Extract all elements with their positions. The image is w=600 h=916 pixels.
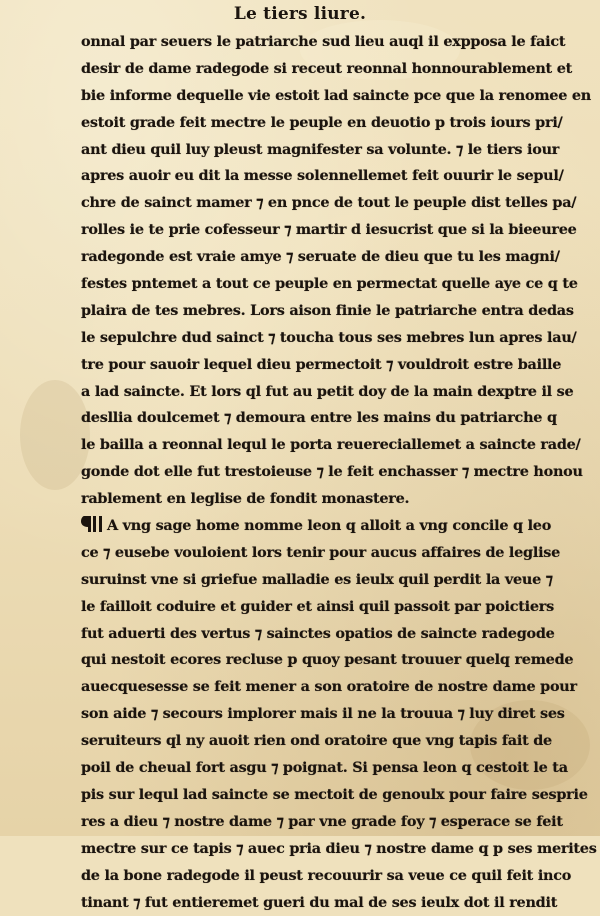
text-line: le failloit coduire et guider et ainsi quil passoit par poictiers: [81, 594, 574, 621]
text-line: rolles ie te prie cofesseur ⁊ martir d iesucrist que si la bieeuree: [81, 217, 574, 244]
text-line: gonde dot elle fut trestoieuse ⁊ le feit enchasser ⁊ mectre honou: [81, 459, 574, 486]
text-block: [81, 29, 574, 916]
text-line: son aide ⁊ secours implorer mais il ne la trouua ⁊ luy diret ses: [81, 701, 574, 728]
text-line: plaira de tes mebres. Lors aison finie le patriarche entra dedas: [81, 298, 574, 325]
running-head: Le tiers liure.: [0, 4, 600, 24]
text-line: festes pntemet a tout ce peuple en permectat quelle aye ce q te: [81, 271, 574, 298]
text-line: rablement en leglise de fondit monastere.: [81, 486, 574, 513]
text-line: desllia doulcemet ⁊ demoura entre les mains du patriarche q: [81, 405, 574, 432]
text-line: apres auoir eu dit la messe solennellemet feit ouurir le sepul/: [81, 163, 574, 190]
text-line: de la bone radegode il peust recouurir sa veue ce quil feit inco: [81, 863, 574, 890]
paper-stain: [20, 380, 90, 490]
text-line: ant dieu quil luy pleust magnifester sa volunte. ⁊ le tiers iour: [81, 137, 574, 164]
text-line: le sepulchre dud sainct ⁊ toucha tous ses mebres lun apres lau/: [81, 325, 574, 352]
text-line: pis sur lequl lad saincte se mectoit de genoulx pour faire sesprie: [81, 782, 574, 809]
text-line: suruinst vne si griefue malladie es ieulx quil perdit la veue ⁊: [81, 567, 574, 594]
text-line: desir de dame radegode si receut reonnal honnourablement et: [81, 56, 574, 83]
text-line: ce ⁊ eusebe vouloient lors tenir pour aucus affaires de leglise: [81, 540, 574, 567]
text-line: tre pour sauoir lequel dieu permectoit ⁊ vouldroit estre baille: [81, 352, 574, 379]
text-line: seruiteurs ql ny auoit rien ond oratoire que vng tapis fait de: [81, 728, 574, 755]
text-line: onnal par seuers le patriarche sud lieu auql il expposa le faict: [81, 29, 574, 56]
text-line: estoit grade feit mectre le peuple en deuotio p trois iours pri/: [81, 110, 574, 137]
text-line: mectre sur ce tapis ⁊ auec pria dieu ⁊ nostre dame q p ses merites: [81, 836, 574, 863]
text-line: bie informe dequelle vie estoit lad saincte pce que la renomee en: [81, 83, 574, 110]
text-line: radegonde est vraie amye ⁊ seruate de dieu que tu les magni/: [81, 244, 574, 271]
text-line: le bailla a reonnal lequl le porta reuereciallemet a saincte rade/: [81, 432, 574, 459]
text-line: tinant ⁊ fut entieremet gueri du mal de ses ieulx dot il rendit: [81, 890, 574, 916]
text-line: fut aduerti des vertus ⁊ sainctes opatios de saincte radegode: [81, 621, 574, 648]
text-line: auecquesesse se feit mener a son oratoire de nostre dame pour: [81, 674, 574, 701]
text-line: A vng sage home nomme leon q alloit a vng concile q leo: [107, 517, 551, 534]
text-line: poil de cheual fort asgu ⁊ poignat. Si pensa leon q cestoit le ta: [81, 755, 574, 782]
text-line: res a dieu ⁊ nostre dame ⁊ par vne grade foy ⁊ esperace se feit: [81, 809, 574, 836]
text-line: qui nestoit ecores recluse p quoy pesant trouuer quelq remede: [81, 647, 574, 674]
paragraph-start-line: [81, 513, 574, 540]
text-line: a lad saincte. Et lors ql fut au petit doy de la main dexptre il se: [81, 379, 574, 406]
pilcrow-icon: [81, 515, 105, 533]
text-line: chre de sainct mamer ⁊ en pnce de tout le peuple dist telles pa/: [81, 190, 574, 217]
